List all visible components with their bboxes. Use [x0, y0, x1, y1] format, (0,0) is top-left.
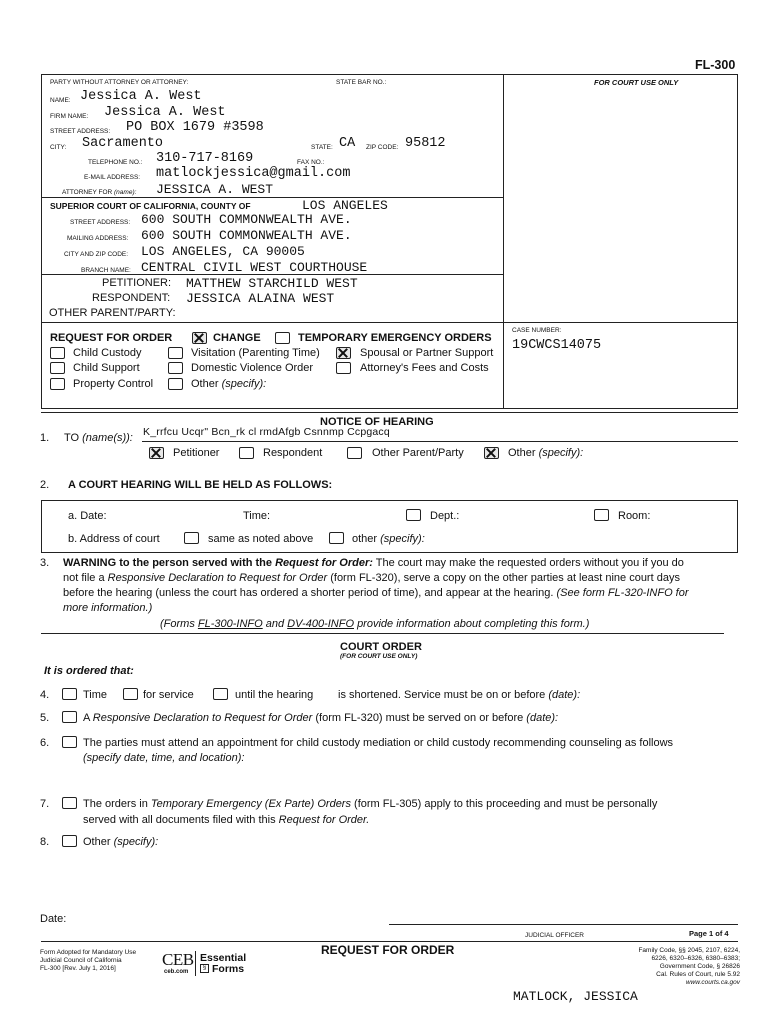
- hearing-dept-checkbox[interactable]: [406, 509, 421, 521]
- notice-other-parent-label: Other Parent/Party: [372, 447, 464, 459]
- notice-heading: NOTICE OF HEARING: [320, 416, 434, 428]
- city-label: CITY:: [50, 144, 67, 151]
- petitioner-value[interactable]: MATTHEW STARCHILD WEST: [186, 276, 358, 291]
- notice-respondent-checkbox[interactable]: [239, 447, 254, 459]
- property-control-checkbox[interactable]: [50, 378, 65, 390]
- case-number-value[interactable]: 19CWCS14075: [512, 338, 602, 353]
- notice-other-label: Other (specify):: [508, 447, 584, 459]
- child-support-label: Child Support: [73, 362, 140, 374]
- case-number-label: CASE NUMBER:: [512, 327, 562, 334]
- party-label: PARTY WITHOUT ATTORNEY OR ATTORNEY:: [50, 79, 189, 86]
- forms-info-line: (Forms FL-300-INFO and DV-400-INFO provide information about completing this form.): [160, 618, 590, 630]
- item1-number: 1.: [40, 432, 50, 444]
- branch-value[interactable]: CENTRAL CIVIL WEST COURTHOUSE: [141, 260, 368, 275]
- attorney-fees-checkbox[interactable]: [336, 362, 351, 374]
- spousal-support-checkbox[interactable]: [336, 347, 351, 359]
- state-bar-label: STATE BAR NO.:: [336, 79, 387, 86]
- zip-label: ZIP CODE:: [366, 144, 399, 151]
- other-parent-label: OTHER PARENT/PARTY:: [49, 307, 176, 319]
- item7-line1: The orders in Temporary Emergency (Ex Parte) Orders (form FL-305) apply to this proceeding and must be personally: [83, 798, 658, 810]
- item1-names-value[interactable]: K_rrfcu Ucqr" Bcn_rk cl rmdAfgb Csnnmp Ccpgacq: [143, 426, 390, 438]
- child-custody-checkbox[interactable]: [50, 347, 65, 359]
- same-as-noted-checkbox[interactable]: [184, 532, 199, 544]
- item6-specify: (specify date, time, and location):: [83, 752, 245, 764]
- notice-respondent-label: Respondent: [263, 447, 323, 459]
- firm-value[interactable]: Jessica A. West: [104, 105, 226, 120]
- name-label: NAME:: [50, 97, 71, 104]
- footer-title: REQUEST FOR ORDER: [321, 943, 455, 957]
- spousal-support-label: Spousal or Partner Support: [360, 347, 494, 359]
- page-number: Page 1 of 4: [689, 929, 729, 938]
- fl300-info-link[interactable]: FL-300-INFO: [197, 618, 263, 630]
- domestic-violence-label: Domestic Violence Order: [191, 362, 314, 374]
- change-checkbox[interactable]: [192, 332, 207, 344]
- hearing-box: [41, 500, 738, 553]
- court-order-top-rule: [41, 633, 724, 634]
- notice-petitioner-label: Petitioner: [173, 447, 220, 459]
- logo-divider: [195, 951, 196, 976]
- hearing-dept-label: Dept.:: [430, 510, 460, 522]
- fax-label: FAX NO.:: [297, 159, 325, 166]
- court-use-label: FOR COURT USE ONLY: [594, 78, 679, 87]
- item6-text: The parties must attend an appointment for child custody mediation or child custody recommending counseling as follows: [83, 737, 674, 749]
- hearing-room-label: Room:: [618, 510, 651, 522]
- name-value[interactable]: Jessica A. West: [80, 89, 202, 104]
- form-number: FL-300: [695, 58, 736, 72]
- forms-logo-text: Forms: [212, 963, 245, 975]
- item4-service-checkbox[interactable]: [123, 688, 138, 700]
- ceb-com: ceb.com: [164, 969, 189, 975]
- other-request-label: Other (specify):: [191, 378, 267, 390]
- email-value[interactable]: matlockjessica@gmail.com: [156, 166, 351, 181]
- email-label: E-MAIL ADDRESS:: [84, 174, 141, 181]
- item2-number: 2.: [40, 479, 50, 491]
- court-mailing-value[interactable]: 600 SOUTH COMMONWEALTH AVE.: [141, 228, 352, 243]
- item3-line4: more information.): [63, 602, 153, 614]
- item4-time-label: Time: [83, 689, 108, 701]
- forms-logo-icon: §: [200, 964, 209, 973]
- judicial-officer-label: JUDICIAL OFFICER: [525, 932, 584, 939]
- item6-checkbox[interactable]: [62, 736, 77, 748]
- item7-line2: served with all documents filed with this Request for Order.: [83, 814, 370, 826]
- other-address-label: other (specify):: [352, 533, 425, 545]
- court-order-heading: COURT ORDER: [340, 641, 422, 653]
- attorney-for-value[interactable]: JESSICA A. WEST: [156, 182, 274, 197]
- adopted-line1: Form Adopted for Mandatory Use: [40, 949, 137, 956]
- other-address-checkbox[interactable]: [329, 532, 344, 544]
- ceb-logo: CEB: [162, 950, 194, 969]
- adopted-line2: Judicial Council of California: [40, 957, 122, 964]
- respondent-label: RESPONDENT:: [92, 292, 171, 304]
- item7-checkbox[interactable]: [62, 797, 77, 809]
- change-label: CHANGE: [213, 332, 261, 344]
- hearing-date-label: a. Date:: [68, 510, 107, 522]
- attorney-fees-label: Attorney's Fees and Costs: [360, 362, 489, 374]
- request-for-order-title: REQUEST FOR ORDER: [50, 332, 173, 344]
- notice-top-rule: [41, 412, 738, 413]
- item1-to-label: TO (name(s)):: [64, 432, 133, 444]
- same-as-noted-label: same as noted above: [208, 533, 314, 545]
- attorney-for-label: ATTORNEY FOR (name):: [62, 189, 137, 196]
- date-label: Date:: [40, 913, 67, 925]
- item2-text: A COURT HEARING WILL BE HELD AS FOLLOWS:: [68, 479, 333, 491]
- court-order-subheading: (FOR COURT USE ONLY): [340, 653, 418, 660]
- request-section-divider: [41, 322, 738, 323]
- caption-divider: [503, 74, 504, 409]
- court-heading: SUPERIOR COURT OF CALIFORNIA, COUNTY OF: [50, 201, 251, 211]
- petitioner-label: PETITIONER:: [102, 277, 172, 289]
- phone-label: TELEPHONE NO.:: [88, 159, 143, 166]
- phone-value[interactable]: 310-717-8169: [156, 151, 254, 166]
- court-street-value[interactable]: 600 SOUTH COMMONWEALTH AVE.: [141, 212, 352, 227]
- hearing-room-checkbox[interactable]: [594, 509, 609, 521]
- firm-label: FIRM NAME:: [50, 113, 89, 120]
- temporary-emergency-label: TEMPORARY EMERGENCY ORDERS: [298, 332, 492, 344]
- dv400-info-link[interactable]: DV-400-INFO: [287, 618, 354, 630]
- state-label: STATE:: [311, 144, 333, 151]
- item5-number: 5.: [40, 712, 50, 724]
- item4-until-label: until the hearing: [235, 689, 314, 701]
- item1-names-underline: [142, 441, 738, 442]
- respondent-value[interactable]: JESSICA ALAINA WEST: [186, 291, 335, 306]
- hearing-time-label: Time:: [243, 510, 271, 522]
- adopted-line3: FL-300 [Rev. July 1, 2016]: [40, 965, 116, 972]
- visitation-checkbox[interactable]: [168, 347, 183, 359]
- court-street-label: STREET ADDRESS:: [70, 219, 131, 226]
- item6-number: 6.: [40, 737, 50, 749]
- item3-line3: before the hearing (unless the court has ordered a shorter period of time), and appear at the hearing. (See form FL-320-INFO for: [63, 587, 689, 599]
- ordered-that: It is ordered that:: [44, 665, 134, 677]
- visitation-label: Visitation (Parenting Time): [191, 347, 320, 359]
- notice-petitioner-checkbox[interactable]: [149, 447, 164, 459]
- item8-checkbox[interactable]: [62, 835, 77, 847]
- codes-line1: Family Code, §§ 2045, 2107, 6224,: [638, 947, 740, 954]
- notice-other-parent-checkbox[interactable]: [347, 447, 362, 459]
- signature-line: [389, 924, 738, 925]
- item4-until-checkbox[interactable]: [213, 688, 228, 700]
- court-cityzip-label: CITY AND ZIP CODE:: [64, 251, 129, 258]
- state-value[interactable]: CA: [339, 136, 356, 151]
- item4-rest: is shortened. Service must be on or before (date):: [338, 689, 581, 701]
- city-value[interactable]: Sacramento: [82, 136, 164, 151]
- child-custody-label: Child Custody: [73, 347, 142, 359]
- footer-rule: [41, 941, 738, 942]
- court-cityzip-value[interactable]: LOS ANGELES, CA 90005: [141, 244, 305, 259]
- item3-line2: not file a Responsive Declaration to Request for Order (form FL-320), serve a copy on the other parties at least nine court days: [63, 572, 680, 584]
- item8-text: Other (specify):: [83, 836, 159, 848]
- child-support-checkbox[interactable]: [50, 362, 65, 374]
- item4-number: 4.: [40, 689, 50, 701]
- item8-number: 8.: [40, 836, 50, 848]
- branch-label: BRANCH NAME:: [81, 267, 131, 274]
- property-control-label: Property Control: [73, 378, 154, 390]
- essential-logo-text: Essential: [200, 952, 247, 964]
- county-value[interactable]: LOS ANGELES: [302, 198, 388, 213]
- courts-url[interactable]: www.courts.ca.gov: [685, 979, 740, 986]
- temporary-emergency-checkbox[interactable]: [275, 332, 290, 344]
- item3-number: 3.: [40, 557, 50, 569]
- item3-line1: WARNING to the person served with the Request for Order: The court may make the requested orders without you if you do: [63, 557, 684, 569]
- court-section-divider: [41, 197, 504, 198]
- codes-line3: Government Code, § 26826: [659, 963, 740, 970]
- codes-line4: Cal. Rules of Court, rule 5.92: [656, 971, 740, 978]
- footer-stamp: MATLOCK, JESSICA: [513, 989, 638, 1004]
- item5-checkbox[interactable]: [62, 711, 77, 723]
- court-mailing-label: MAILING ADDRESS:: [67, 235, 129, 242]
- item5-text: A Responsive Declaration to Request for Order (form FL-320) must be served on or before (date):: [83, 712, 559, 724]
- item4-service-label: for service: [143, 689, 194, 701]
- codes-line2: 6226, 6320–6326, 6380–6383;: [651, 955, 740, 962]
- zip-value[interactable]: 95812: [405, 136, 446, 151]
- other-request-checkbox[interactable]: [168, 378, 183, 390]
- notice-other-checkbox[interactable]: [484, 447, 499, 459]
- court-address-label: b. Address of court: [68, 533, 160, 545]
- street-label: STREET ADDRESS:: [50, 128, 111, 135]
- domestic-violence-checkbox[interactable]: [168, 362, 183, 374]
- item4-time-checkbox[interactable]: [62, 688, 77, 700]
- street-value[interactable]: PO BOX 1679 #3598: [126, 120, 264, 135]
- item7-number: 7.: [40, 798, 50, 810]
